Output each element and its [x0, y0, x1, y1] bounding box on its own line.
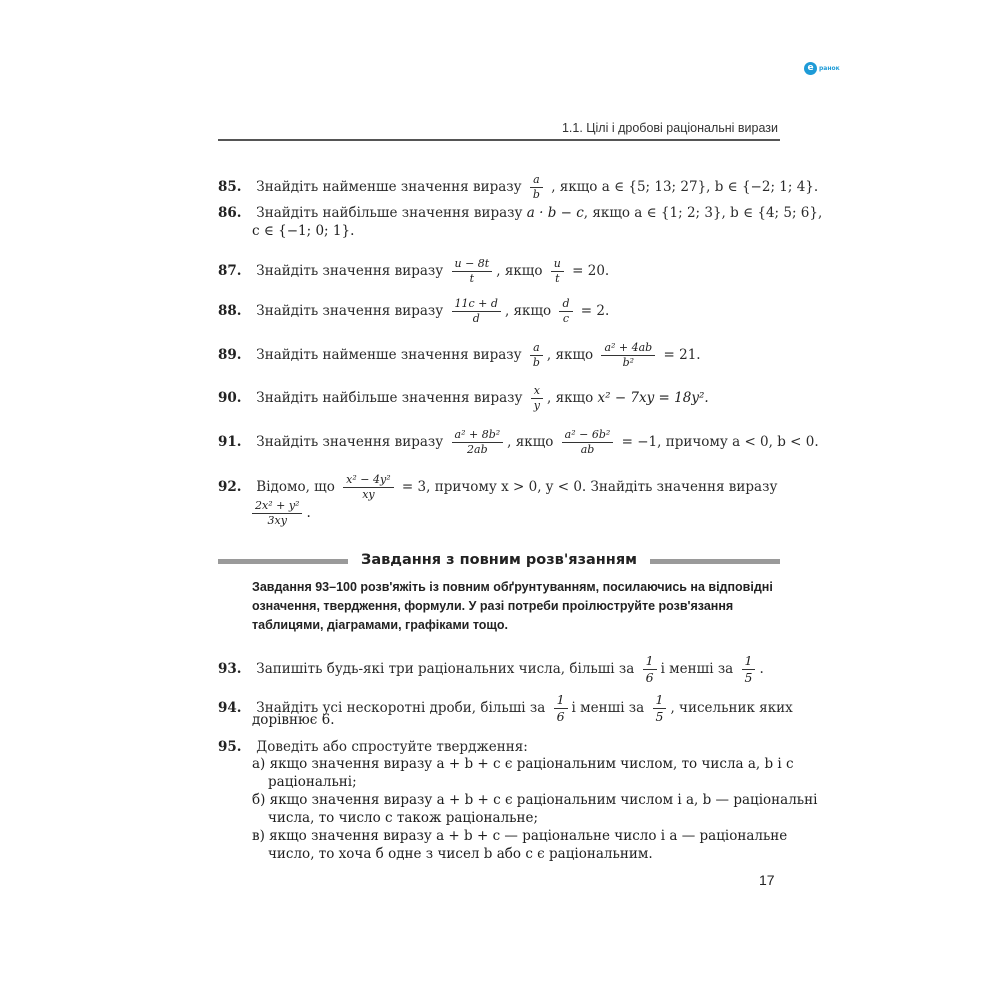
- item-c-line2: число, то хоча б одне з чисел b або c є раціональним.: [268, 846, 653, 862]
- item-b-line1: б) якщо значення виразу a + b + c є раціональним числом і a, b — раціональні: [252, 792, 818, 808]
- problem-text: Знайдіть найбільше значення виразу: [256, 205, 523, 221]
- problem-text: Запишіть будь-які три раціональних числа, більші за: [256, 661, 635, 677]
- problem-number: 87.: [218, 263, 242, 279]
- page-number: 17: [759, 872, 775, 888]
- logo-icon: e: [804, 62, 817, 75]
- problem-end: = 21.: [659, 347, 701, 363]
- problem-86: [218, 204, 822, 222]
- problem-end: , чисельник яких: [670, 700, 793, 716]
- section-intro: Завдання 93–100 розв'яжіть із повним обґрунтуванням, посилаючись на відповідні означення, твердження, формули. У разі потреби проілюструйте розв'язання таблицями, діаграмами, графіками тощо.: [252, 580, 773, 632]
- fraction: $\frac{u}{t}$: [551, 257, 564, 286]
- problem-text: Знайдіть усі нескоротні дроби, більші за: [256, 700, 546, 716]
- problem-number: 89.: [218, 347, 242, 363]
- fraction: $\frac{\text{a² + 8b²}}{2ab}$: [452, 428, 504, 457]
- problem-condition: , якщо a ∈ {1; 2; 3}, b ∈ {4; 5; 6},: [583, 205, 823, 221]
- problem-88: [218, 297, 609, 326]
- problem-91: [218, 428, 819, 457]
- problem-condition: , якщо: [507, 434, 554, 450]
- problem-94-continuation: дорівнює 6.: [252, 712, 335, 728]
- problem-number: 92.: [218, 479, 242, 495]
- problem-90: [218, 384, 709, 413]
- problem-92: [218, 473, 777, 502]
- problem-number: 93.: [218, 661, 242, 677]
- fraction: $\frac{1}{5}$: [653, 692, 667, 725]
- item-a-line1: а) якщо значення виразу a + b + c є раціональним числом, то числа a, b і c: [252, 756, 794, 772]
- problem-text: Знайдіть найменше значення виразу: [256, 179, 522, 195]
- fraction: $\frac{1}{6}$: [554, 692, 568, 725]
- problem-86-continuation: c ∈ {−1; 0; 1}.: [252, 223, 355, 239]
- problem-end: .: [759, 661, 764, 677]
- problem-text: Знайдіть найменше значення виразу: [256, 347, 522, 363]
- problem-number: 94.: [218, 700, 242, 716]
- problem-number: 86.: [218, 205, 242, 221]
- problem-condition: , якщо: [546, 390, 594, 406]
- section-title: Завдання з повним розв'язанням: [361, 552, 637, 568]
- problem-text: Знайдіть найбільше значення виразу: [256, 390, 523, 406]
- publisher-logo: [804, 62, 844, 76]
- problem-text: Знайдіть значення виразу: [256, 263, 444, 279]
- section-bar-right: [650, 559, 780, 564]
- fraction: $\frac{\text{x² − 4y²}}{xy}$: [343, 473, 393, 502]
- problem-end: .: [306, 505, 311, 521]
- problem-text: Знайдіть значення виразу: [256, 303, 444, 319]
- fraction: $\frac{u - 8t}{t}$: [452, 257, 493, 286]
- problem-number: 91.: [218, 434, 242, 450]
- logo-wordmark: ранок: [819, 65, 840, 72]
- header-rule: [218, 139, 780, 141]
- fraction: $\frac{11c + d}{d}$: [452, 297, 501, 326]
- problem-condition: = 3, причому x > 0, y < 0. Знайдіть значення виразу: [397, 479, 778, 495]
- problem-87: [218, 257, 609, 286]
- problem-number: 90.: [218, 390, 242, 406]
- fraction: $\frac{d}{c}$: [559, 297, 572, 326]
- fraction: $\frac{a}{b}$: [530, 341, 543, 370]
- problem-condition: , якщо: [496, 263, 543, 279]
- fraction: $\frac{1}{5}$: [742, 653, 756, 686]
- problem-condition: , якщо: [546, 347, 594, 363]
- problem-text: Відомо, що: [256, 479, 335, 495]
- fraction: $\frac{x}{y}$: [531, 384, 543, 413]
- problem-text: Доведіть або спростуйте твердження:: [256, 739, 528, 755]
- fraction: $\frac{\text{a² − 6b²}}{ab}$: [562, 428, 614, 457]
- problem-condition: і менші за: [571, 700, 645, 716]
- section-header: [218, 552, 780, 572]
- item-a-line2: раціональні;: [268, 774, 357, 790]
- item-c-line1: в) якщо значення виразу a + b + c — раціональне число і a — раціональне: [252, 828, 788, 844]
- problem-95: [218, 738, 528, 756]
- problem-end: = −1, причому a < 0, b < 0.: [617, 434, 819, 450]
- fraction: $\frac{\text{2x² + y²}}{3xy}$: [252, 499, 302, 528]
- problem-condition: , якщо a ∈ {5; 13; 27}, b ∈ {−2; 1; 4}.: [551, 179, 819, 195]
- problem-85: [218, 173, 818, 202]
- fraction: $\frac{\text{a² + 4ab}}{\text{b²}}$: [601, 341, 655, 370]
- problem-number: 95.: [218, 739, 242, 755]
- problem-number: 85.: [218, 179, 242, 195]
- problem-condition: і менші за: [660, 661, 734, 677]
- problem-93: [218, 653, 764, 686]
- problem-end: = 20.: [567, 263, 610, 279]
- problem-end: x² − 7xy = 18y².: [597, 390, 709, 406]
- problem-number: 88.: [218, 303, 242, 319]
- running-head: 1.1. Цілі і дробові раціональні вирази: [561, 121, 778, 135]
- problem-text: Знайдіть значення виразу: [256, 434, 444, 450]
- problem-end: = 2.: [576, 303, 610, 319]
- problem-89: [218, 341, 701, 370]
- problem-92-continuation: [252, 499, 311, 528]
- fraction: $\frac{1}{6}$: [643, 653, 657, 686]
- item-b-line2: числа, то число c також раціональне;: [268, 810, 539, 826]
- expression: a · b − c: [526, 205, 584, 221]
- problem-condition: , якщо: [504, 303, 552, 319]
- fraction: $\frac{a}{b}$: [530, 173, 543, 202]
